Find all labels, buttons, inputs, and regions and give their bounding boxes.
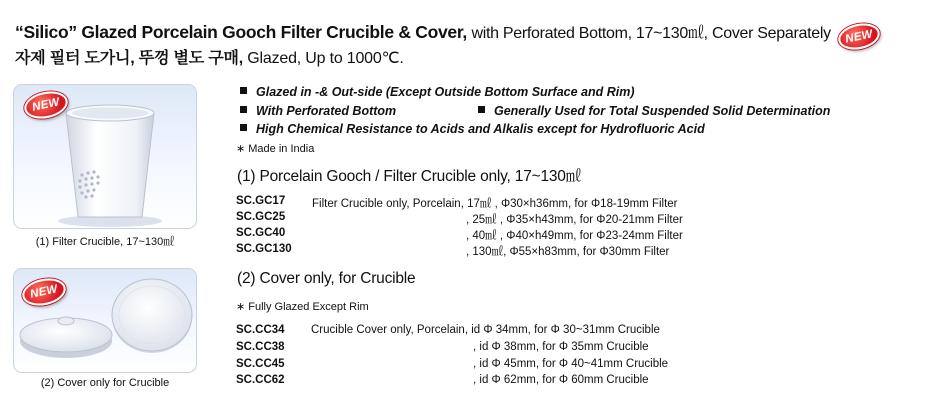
product-title <box>15 20 831 43</box>
feature-item: Generally Used for Total Suspended Solid Determination <box>478 104 830 118</box>
catalog-code: SC.GC40 <box>236 227 286 239</box>
spec-description: , 25㎖ , Φ35×h43mm, for Φ20-21mm Filter <box>466 214 683 226</box>
catalog-code: SC.GC25 <box>236 211 286 223</box>
product-subtitle-suffix: Glazed, Up to 1000℃. <box>247 50 404 67</box>
product-subtitle-korean: 자제 필터 도가니, 뚜껑 별도 구매, <box>15 50 244 67</box>
catalog-code: SC.CC62 <box>236 374 285 386</box>
feature-item: With Perforated Bottom <box>240 104 396 118</box>
bullet-square-icon <box>240 124 247 131</box>
feature-item: High Chemical Resistance to Acids and Alkalis except for Hydrofluoric Acid <box>240 122 705 136</box>
new-badge: NEW <box>836 20 882 53</box>
spec-description: , id Φ 45mm, for Φ 40~41mm Crucible <box>473 358 669 370</box>
spec-description: , 40㎖ , Φ40×h49mm, for Φ23-24mm Filter <box>466 230 683 242</box>
crucible-section-title: (1) Porcelain Gooch / Filter Crucible only, 17~130㎖ <box>237 168 582 185</box>
feature-item: Glazed in -& Out-side (Except Outside Bottom Surface and Rim) <box>240 85 635 99</box>
product-subtitle <box>15 45 404 68</box>
catalog-code: SC.CC34 <box>236 324 285 336</box>
catalog-code: SC.CC45 <box>236 358 285 370</box>
cover-section-title: (2) Cover only, for Crucible <box>237 270 416 287</box>
spec-description: , 130㎖, Φ55×h83mm, for Φ30mm Filter <box>466 246 670 258</box>
catalog-code: SC.GC17 <box>236 195 286 207</box>
catalog-code: SC.CC38 <box>236 341 285 353</box>
bullet-square-icon <box>240 106 247 113</box>
spec-description: , id Φ 38mm, for Φ 35mm Crucible <box>473 341 649 353</box>
spec-description: Crucible Cover only, Porcelain, id Φ 34mm, for Φ 30~31mm Crucible <box>311 324 660 336</box>
cover-new-badge: NEW <box>20 275 68 310</box>
made-in-note: ∗ Made in India <box>236 143 315 155</box>
product-title-suffix: with Perforated Bottom, 17~130㎖, Cover Separately <box>471 25 831 42</box>
bullet-square-icon <box>240 87 247 94</box>
crucible-caption: (1) Filter Crucible, 17~130㎖ <box>35 236 175 248</box>
product-title-main: “Silico” Glazed Porcelain Gooch Filter Crucible & Cover, <box>15 22 467 42</box>
cover-caption: (2) Cover only for Crucible <box>40 377 170 389</box>
catalog-code: SC.GC130 <box>236 243 292 255</box>
cover-glaze-note: ∗ Fully Glazed Except Rim <box>236 301 369 313</box>
spec-description: Filter Crucible only, Porcelain, 17㎖ , Φ30×h36mm, for Φ18-19mm Filter <box>312 198 678 210</box>
bullet-square-icon <box>478 106 485 113</box>
spec-description: , id Φ 62mm, for Φ 60mm Crucible <box>473 374 649 386</box>
crucible-new-badge: NEW <box>22 88 70 123</box>
